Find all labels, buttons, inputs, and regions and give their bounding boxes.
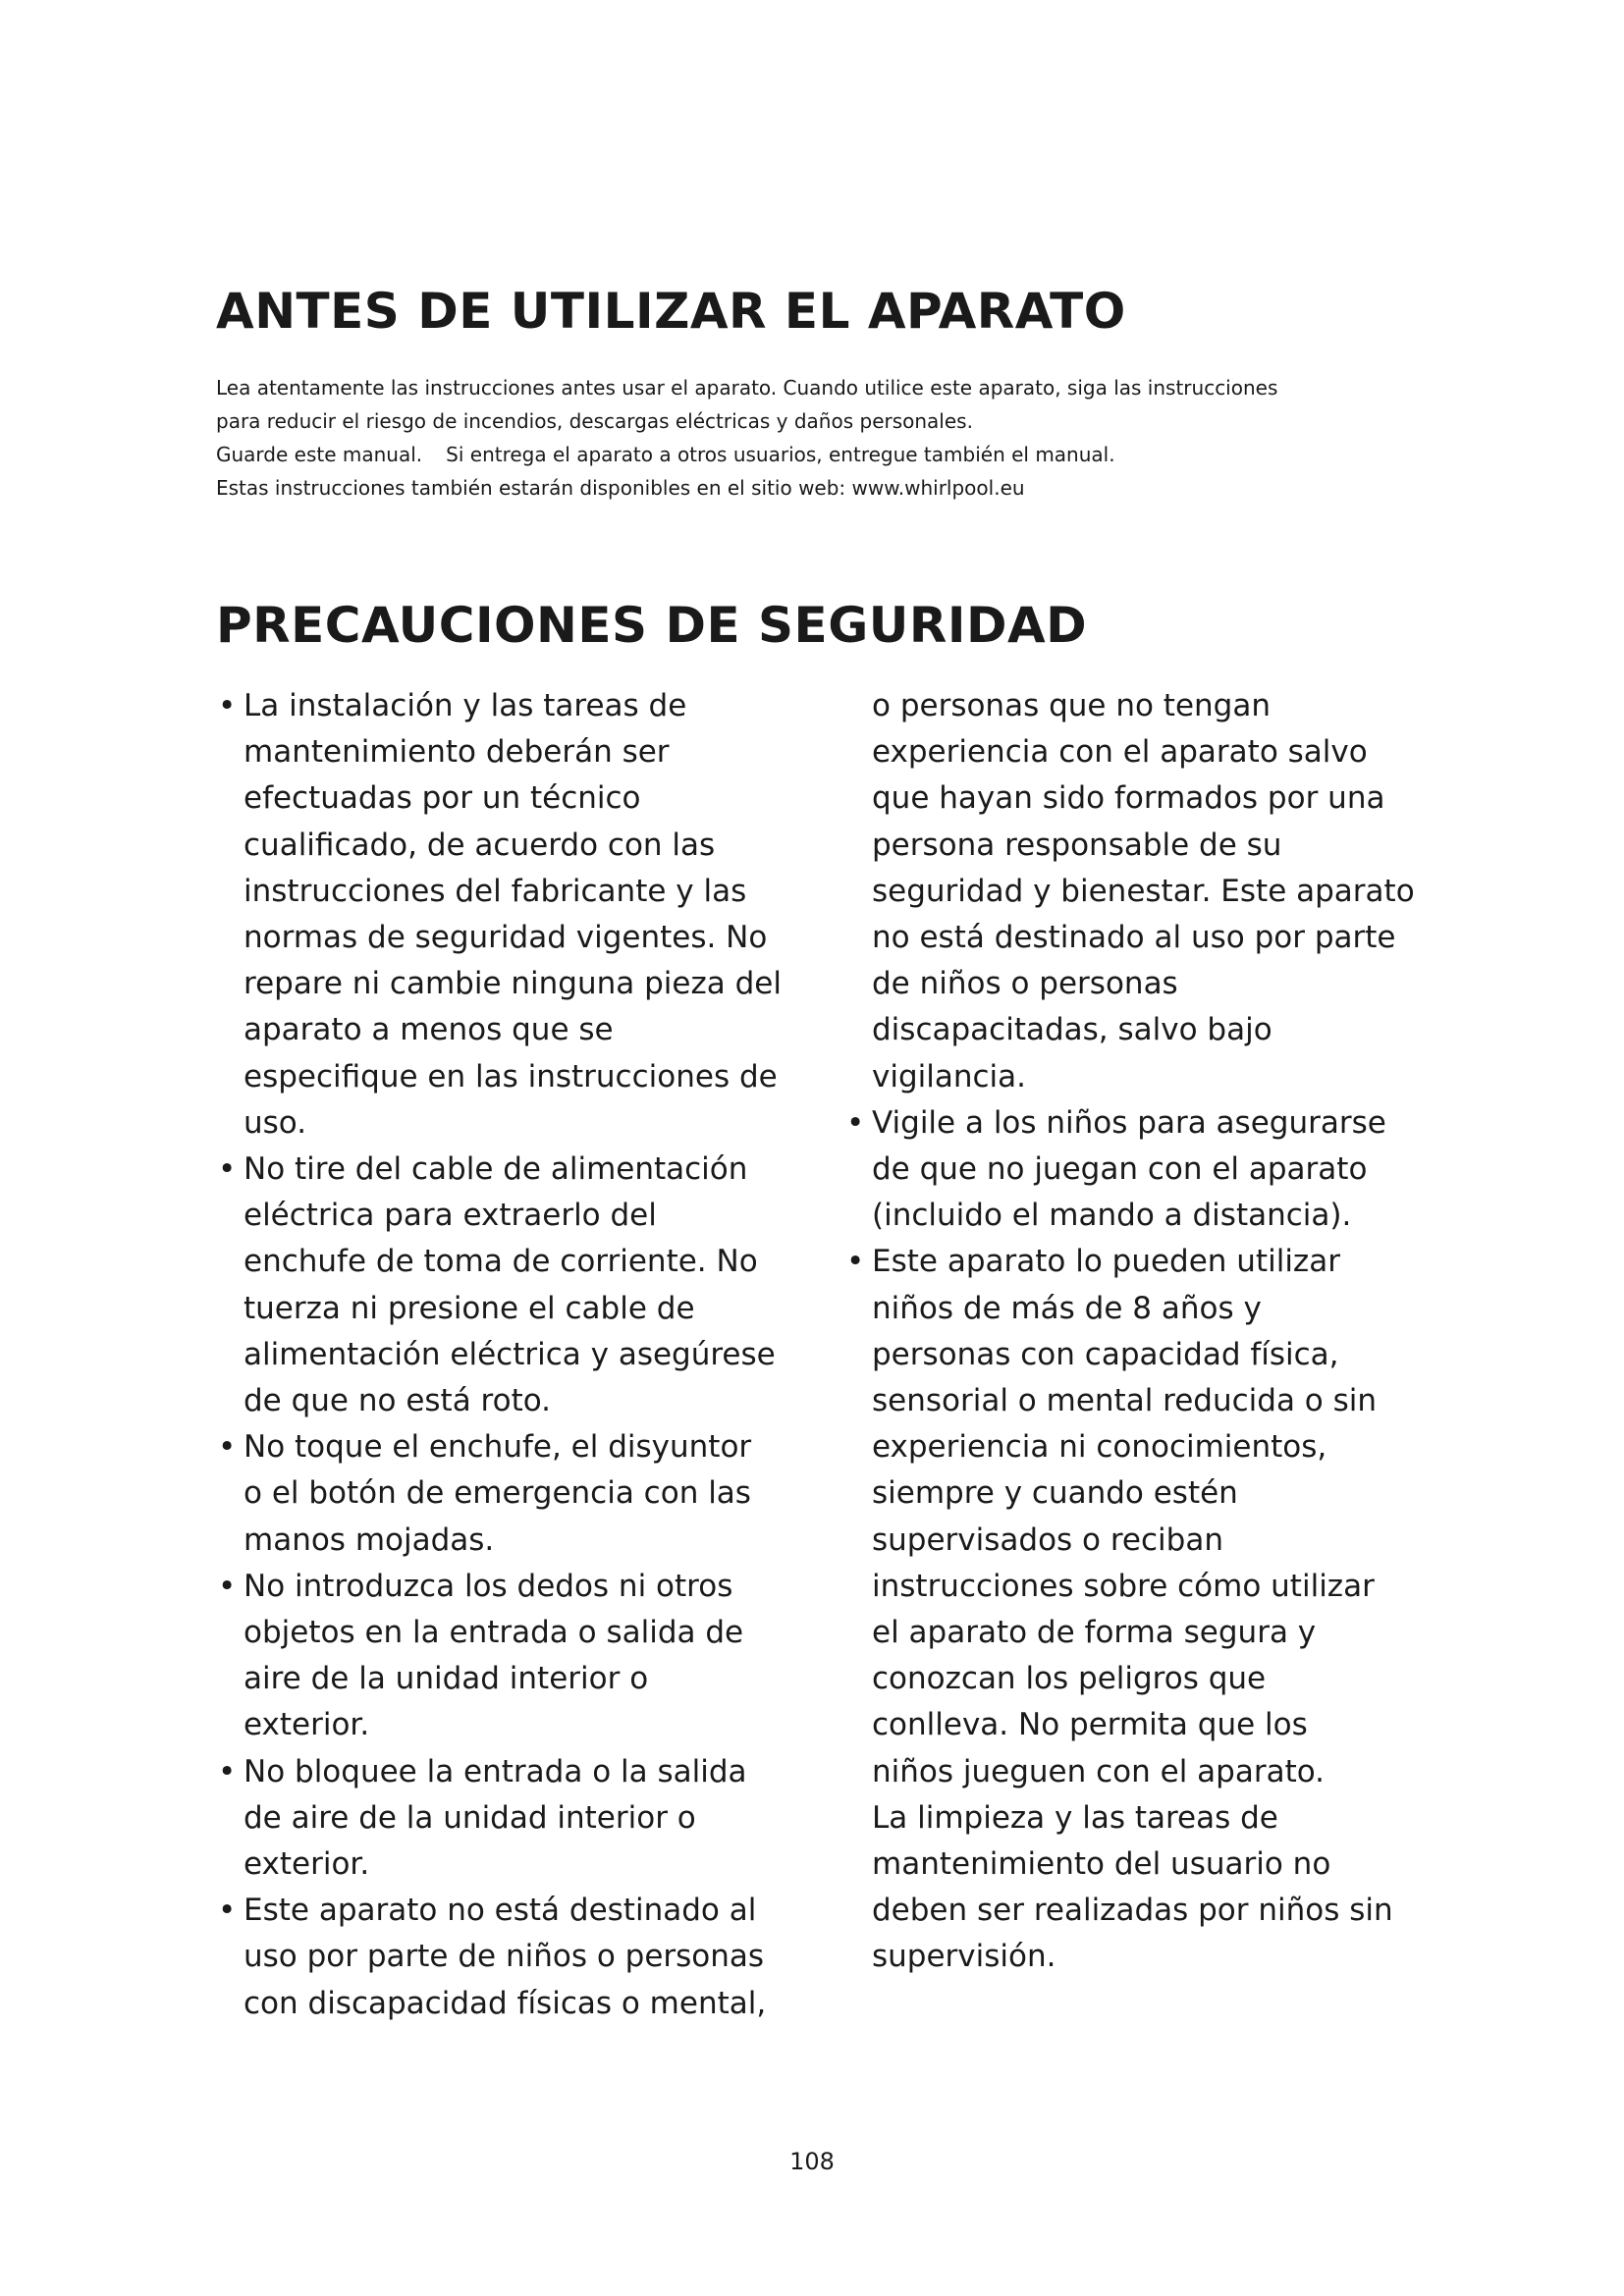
precaution-line: No toque el enchufe, el disyuntor [244, 1429, 752, 1466]
precaution-line: sensorial o mental reducida o sin [872, 1383, 1378, 1419]
bullet-icon: • [218, 1151, 237, 1188]
bullet-icon: • [846, 1244, 865, 1280]
precaution-line: niños jueguen con el aparato. [872, 1753, 1326, 1789]
precaution-line: especifique en las instrucciones de [244, 1058, 778, 1095]
precaution-line: o personas que no tengan [872, 688, 1271, 723]
intro-text [216, 371, 1453, 505]
precautions-list-left [218, 683, 817, 2027]
precaution-line: exterior. [244, 1707, 370, 1743]
precaution-item-continued [846, 683, 1445, 1100]
precaution-line: repare ni cambie ninguna pieza del [244, 966, 782, 1002]
precaution-item [218, 683, 817, 1147]
precaution-line: uso por parte de niños o personas [244, 1939, 765, 1975]
precaution-line: objetos en la entrada o salida de [244, 1615, 744, 1651]
precaution-line: supervisados o reciban [872, 1522, 1223, 1558]
precaution-line: experiencia con el aparato salvo [872, 734, 1368, 771]
precaution-line: de niños o personas [872, 966, 1178, 1002]
precaution-line: no está destinado al uso por parte [872, 920, 1396, 956]
precaution-line: persona responsable de su [872, 827, 1282, 863]
precaution-line: Este aparato no está destinado al [244, 1893, 757, 1929]
precaution-line: discapacitadas, salvo bajo [872, 1012, 1272, 1048]
section-title-antes: ANTES DE UTILIZAR EL APARATO [216, 283, 1126, 340]
precaution-line: La instalación y las tareas de [244, 688, 687, 723]
bullet-icon: • [218, 1568, 237, 1604]
precaution-line: alimentación eléctrica y asegúrese [244, 1336, 776, 1372]
precaution-line: mantenimiento del usuario no [872, 1846, 1331, 1883]
precaution-line: con discapacidad físicas o mental, [244, 1985, 767, 2021]
precaution-line: o el botón de emergencia con las [244, 1475, 751, 1512]
precaution-line: aparato a menos que se [244, 1012, 614, 1048]
precaution-line: que hayan sido formados por una [872, 780, 1385, 817]
precaution-line: eléctrica para extraerlo del [244, 1198, 657, 1234]
intro-line-part: Si entrega el aparato a otros usuarios, entregue también el manual. [446, 443, 1115, 466]
precaution-line: cualificado, de acuerdo con las [244, 827, 716, 863]
precaution-line: de que no está roto. [244, 1383, 552, 1419]
precaution-line: instrucciones sobre cómo utilizar [872, 1568, 1375, 1604]
precaution-line: de que no juegan con el aparato [872, 1151, 1368, 1188]
precaution-item [846, 1100, 1445, 1240]
precaution-line: uso. [244, 1104, 307, 1141]
bullet-icon: • [218, 1429, 237, 1466]
precaution-line: No tire del cable de alimentación [244, 1151, 748, 1188]
precaution-item [218, 1564, 817, 1749]
precaution-item [846, 1239, 1445, 1980]
precaution-item [218, 1424, 817, 1564]
right-column [846, 683, 1445, 1981]
precaution-item [218, 1749, 817, 1889]
precaution-line: instrucciones del fabricante y las [244, 873, 747, 909]
precaution-line: deben ser realizadas por niños sin [872, 1893, 1393, 1929]
precaution-line: siempre y cuando estén [872, 1475, 1238, 1512]
precaution-line: experiencia ni conocimientos, [872, 1429, 1327, 1466]
intro-line: Estas instrucciones también estarán disponibles en el sitio web: www.whirlpool.eu [216, 476, 1025, 500]
precaution-line: tuerza ni presione el cable de [244, 1290, 695, 1326]
section-title-precauciones: PRECAUCIONES DE SEGURIDAD [216, 597, 1088, 654]
intro-line-part: Guarde este manual. [216, 443, 423, 466]
precaution-line: conozcan los peligros que [872, 1661, 1267, 1697]
intro-line [216, 438, 1453, 471]
precaution-line: No introduzca los dedos ni otros [244, 1568, 733, 1604]
precaution-line: de aire de la unidad interior o [244, 1799, 696, 1836]
precautions-list-right [846, 683, 1445, 1981]
precaution-line: efectuadas por un técnico [244, 780, 641, 817]
bullet-icon: • [846, 1104, 865, 1141]
bullet-icon: • [218, 1893, 237, 1929]
precaution-line: Vigile a los niños para asegurarse [872, 1104, 1386, 1141]
page-number: 108 [789, 2148, 835, 2175]
precaution-line: normas de seguridad vigentes. No [244, 920, 768, 956]
intro-line: Lea atentamente las instrucciones antes usar el aparato. Cuando utilice este aparato, siga las instrucciones [216, 376, 1278, 400]
precaution-line: aire de la unidad interior o [244, 1661, 649, 1697]
precaution-line: niños de más de 8 años y [872, 1290, 1262, 1326]
precaution-line: Este aparato lo pueden utilizar [872, 1244, 1340, 1280]
precaution-line: seguridad y bienestar. Este aparato [872, 873, 1415, 909]
precaution-line: supervisión. [872, 1939, 1056, 1975]
intro-line: para reducir el riesgo de incendios, descargas eléctricas y daños personales. [216, 409, 973, 433]
precaution-line: vigilancia. [872, 1058, 1027, 1095]
precaution-line: No bloquee la entrada o la salida [244, 1753, 747, 1789]
precaution-line: personas con capacidad física, [872, 1336, 1339, 1372]
precaution-line: enchufe de toma de corriente. No [244, 1244, 758, 1280]
precaution-line: manos mojadas. [244, 1522, 495, 1558]
precaution-line: el aparato de forma segura y [872, 1615, 1317, 1651]
precaution-item [218, 1888, 817, 2027]
bullet-icon: • [218, 1753, 237, 1789]
precaution-line: mantenimiento deberán ser [244, 734, 670, 771]
bullet-icon: • [218, 688, 237, 723]
precaution-line: exterior. [244, 1846, 370, 1883]
precaution-line: conlleva. No permita que los [872, 1707, 1308, 1743]
precaution-line: (incluido el mando a distancia). [872, 1198, 1352, 1234]
precaution-line: La limpieza y las tareas de [872, 1799, 1278, 1836]
left-column [218, 683, 817, 2027]
precaution-item [218, 1147, 817, 1424]
